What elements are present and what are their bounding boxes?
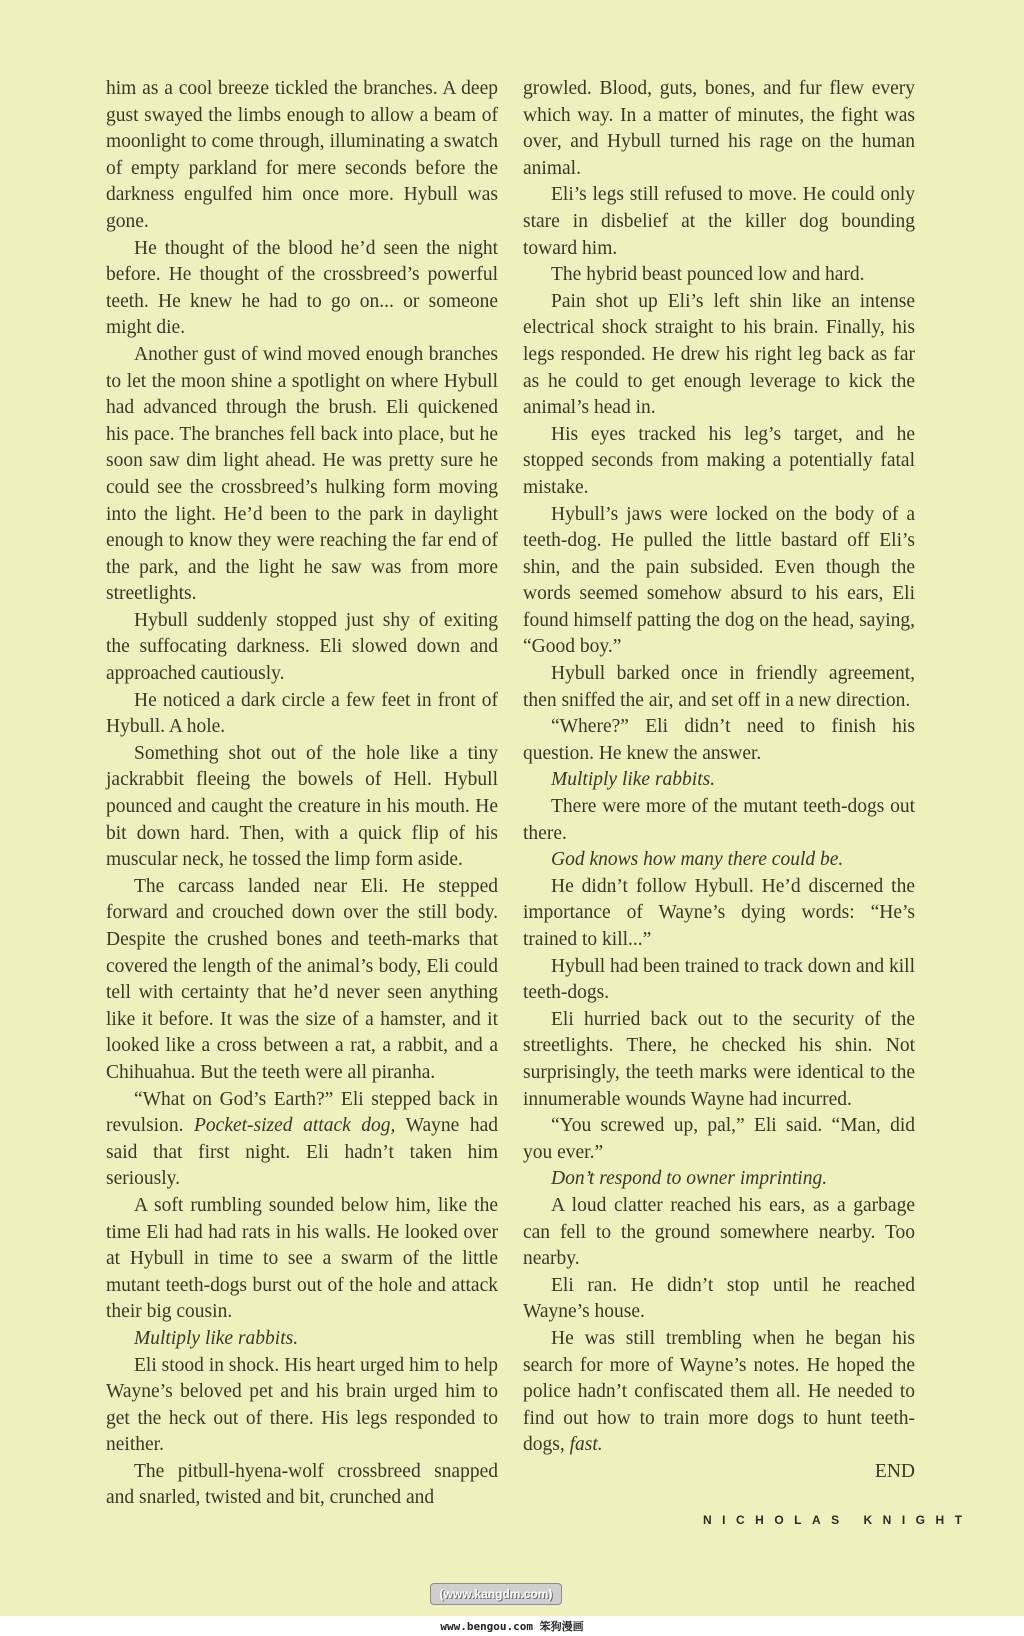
paragraph: He didn’t follow Hybull. He’d discerned the importance of Wayne’s dying words: “He’s trained to kill...”	[523, 875, 915, 950]
paragraph: Something shot out of the hole like a tiny jackrabbit fleeing the bowels of Hell. Hybull pounced and caught the creature in his mouth. He bit down hard. Then, with a quick flip of his muscular neck, he tossed the limp form aside.	[106, 742, 498, 871]
paragraph: The pitbull-hyena-wolf crossbreed snapped and snarled, twisted and bit, crunched and	[106, 1460, 498, 1509]
paragraph: Hybull barked once in friendly agreement, then sniffed the air, and set off in a new direction.	[523, 663, 915, 711]
paragraph	[106, 1087, 498, 1193]
paragraph: Hybull’s jaws were locked on the body of a teeth-dog. He pulled the little bastard off Eli’s shin, and the pain subsided. Even though the words seemed somehow absurd to his ears, Eli found himself patting the dog on the head, saying, “Good boy.”	[523, 503, 915, 658]
left-text-column	[106, 76, 498, 1512]
right-text-column	[523, 76, 915, 1485]
paragraph: He thought of the blood he’d seen the night before. He thought of the crossbreed’s powerful teeth. He knew he had to go on... or someone might die.	[106, 237, 498, 339]
paragraph: growled. Blood, guts, bones, and fur flew every which way. In a matter of minutes, the fight was over, and Hybull turned his rage on the human animal.	[523, 78, 915, 179]
paragraph: him as a cool breeze tickled the branches. A deep gust swayed the limbs enough to allow a beam of moonlight to come through, illuminating a swatch of empty parkland for mere seconds before the darkness engulfed him once more. Hybull was gone.	[106, 78, 498, 232]
paragraph: Eli’s legs still refused to move. He could only stare in disbelief at the killer dog bounding toward him.	[523, 184, 915, 259]
paragraph: The hybrid beast pounced low and hard.	[551, 264, 865, 286]
end-marker: END	[874, 1460, 915, 1482]
footer-credit: www.bengou.com 笨狗漫画	[440, 1620, 584, 1633]
italic-phrase: Pocket-sized attack dog,	[194, 1115, 396, 1137]
paragraph: Another gust of wind moved enough branches to let the moon shine a spotlight on where Hybull had advanced through the brush. Eli quickened his pace. The branches fell back into place, but he soon saw dim light ahead. He was pretty sure he could see the crossbreed’s hulking form moving into the light. He’d been to the park in daylight enough to know they were reaching the far end of the park, and the light he saw was from more streetlights.	[106, 343, 498, 605]
paragraph: “You screwed up, pal,” Eli said. “Man, did you ever.”	[523, 1115, 915, 1163]
paragraph: There were more of the mutant teeth-dogs out there.	[523, 796, 915, 844]
italic-thought: God knows how many there could be.	[551, 849, 844, 871]
paragraph-text: Wayne had said that first night. Eli hadn’t taken him seriously.	[106, 1115, 499, 1190]
italic-thought: Don’t respond to owner imprinting.	[551, 1168, 828, 1190]
paragraph: He noticed a dark circle a few feet in front of Hybull. A hole.	[106, 689, 498, 738]
paragraph: Eli ran. He didn’t stop until he reached Wayne’s house.	[523, 1274, 915, 1323]
paragraph: Eli stood in shock. His heart urged him to help Wayne’s beloved pet and his brain urged him to get the heck out of there. His legs responded to neither.	[106, 1354, 498, 1456]
paragraph: Hybull had been trained to track down and kill teeth-dogs.	[523, 955, 915, 1004]
italic-phrase: fast.	[569, 1434, 603, 1456]
paragraph: The carcass landed near Eli. He stepped forward and crouched down over the still body. Despite the crushed bones and teeth-marks that covered the length of the animal’s body, Eli could tell with certainty that he’d never seen anything like it before. It was the size of a hamster, and it looked like a cross between a rat, a rabbit, and a Chihuahua. But the teeth were all piranha.	[106, 875, 498, 1083]
watermark-badge: (www.kangdm.com)	[430, 1583, 562, 1605]
author-name: NICHOLAS KNIGHT	[703, 1513, 973, 1527]
paragraph-text: “What on God’s Earth?” Eli stepped back in revulsion.	[106, 1088, 498, 1137]
paragraph: His eyes tracked his leg’s target, and he stopped seconds from making a potentially fatal mistake.	[523, 423, 915, 498]
paragraph-text: He was still trembling when he began his search for more of Wayne’s notes. He hoped the police hadn’t confiscated them all. He needed to find out how to train more dogs to hunt teeth-dogs,	[523, 1327, 915, 1456]
italic-thought: Multiply like rabbits.	[134, 1327, 299, 1349]
paragraph: Pain shot up Eli’s left shin like an intense electrical shock straight to his brain. Finally, his legs responded. He drew his right leg back as far as he could to get enough leverage to kick the animal’s head in.	[523, 290, 915, 419]
paragraph	[523, 1326, 915, 1459]
italic-thought: Multiply like rabbits.	[551, 769, 716, 791]
paragraph: A loud clatter reached his ears, as a garbage can fell to the ground somewhere nearby. Too nearby.	[523, 1194, 915, 1270]
paragraph: A soft rumbling sounded below him, like the time Eli had had rats in his walls. He looked over at Hybull in time to see a swarm of the little mutant teeth-dogs burst out of the hole and attack their big cousin.	[106, 1194, 498, 1323]
paragraph: Hybull suddenly stopped just shy of exiting the suffocating darkness. Eli slowed down and approached cautiously.	[106, 609, 498, 685]
paragraph: “Where?” Eli didn’t need to finish his question. He knew the answer.	[523, 716, 915, 764]
paragraph: Eli hurried back out to the security of the streetlights. There, he checked his shin. Not surprisingly, the teeth marks were identical to the innumerable wounds Wayne had incurred.	[523, 1008, 915, 1110]
